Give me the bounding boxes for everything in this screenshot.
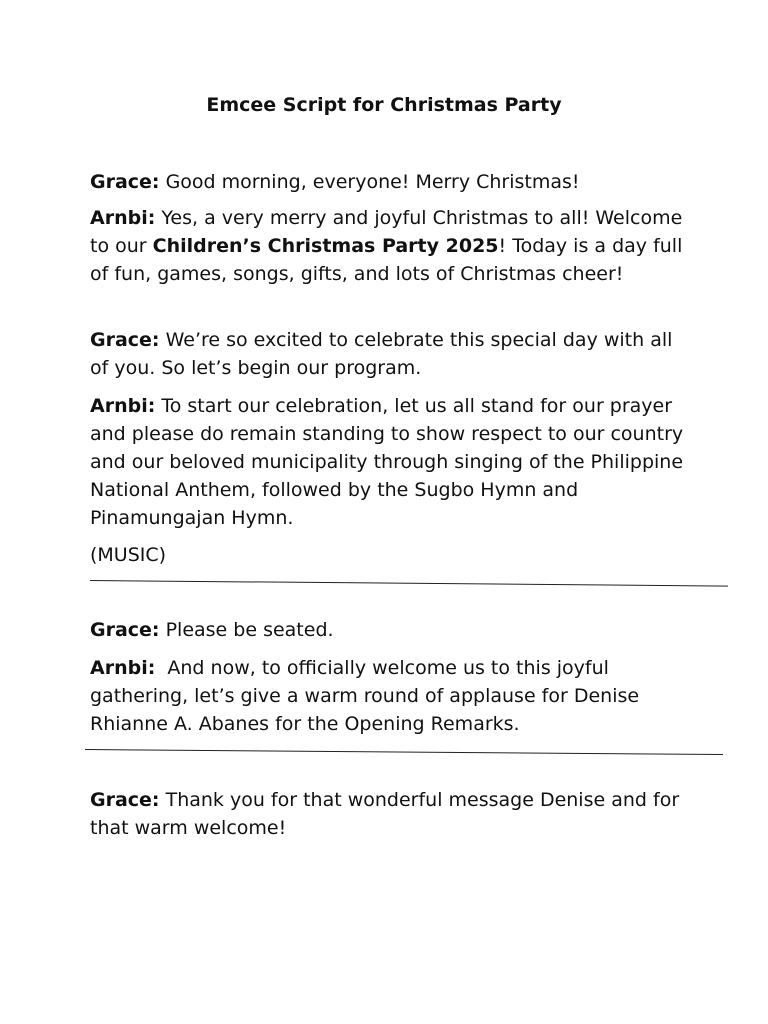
- line-text: And now, to officially welcome us to this joyful gathering, let’s give a warm round of applause for Denise Rhianne A. Abanes for the Opening Remarks.: [90, 657, 646, 735]
- section-divider: [85, 749, 723, 755]
- line-text: We’re so excited to celebrate this special day with all of you. So let’s begin our program.: [90, 329, 673, 379]
- script-line-grace-begin: [90, 326, 690, 382]
- speaker-label: Arnbi:: [90, 207, 156, 229]
- line-text: To start our celebration, let us all stand for our prayer and please do remain standing to show respect to our country and our beloved municipality through singing of the Philippine National Anthem, followed by the Sugbo Hymn and Pinamungajan Hymn.: [90, 395, 684, 529]
- speaker-label: Grace:: [90, 619, 160, 641]
- script-line-arnbi-welcome: [90, 204, 690, 288]
- script-line-grace-seated: [90, 616, 690, 644]
- script-cue-music: [90, 541, 690, 569]
- speaker-label: Grace:: [90, 329, 160, 351]
- speaker-label: Arnbi:: [90, 657, 156, 679]
- script-line-grace-thanks: [90, 786, 690, 842]
- speaker-label: Grace:: [90, 171, 160, 193]
- speaker-label: Grace:: [90, 789, 160, 811]
- speaker-label: Arnbi:: [90, 395, 156, 417]
- script-line-grace-greeting: [90, 168, 690, 196]
- line-text: ! Today is a day full of fun, games, songs, gifts, and lots of Christmas cheer!: [90, 235, 683, 285]
- line-text: Good morning, everyone! Merry Christmas!: [159, 171, 580, 193]
- event-name: Children’s Christmas Party 2025: [152, 235, 499, 257]
- line-text: Thank you for that wonderful message Denise and for that warm welcome!: [90, 789, 680, 839]
- line-text: Please be seated.: [159, 619, 334, 641]
- script-line-arnbi-prayer: [90, 392, 690, 532]
- cue-text: (MUSIC): [90, 544, 167, 566]
- script-line-arnbi-opening-remarks: [90, 654, 690, 738]
- section-divider: [90, 580, 728, 587]
- line-text: Yes, a very merry and joyful Christmas to all! Welcome to our: [90, 207, 683, 257]
- document-title: Emcee Script for Christmas Party: [206, 94, 562, 116]
